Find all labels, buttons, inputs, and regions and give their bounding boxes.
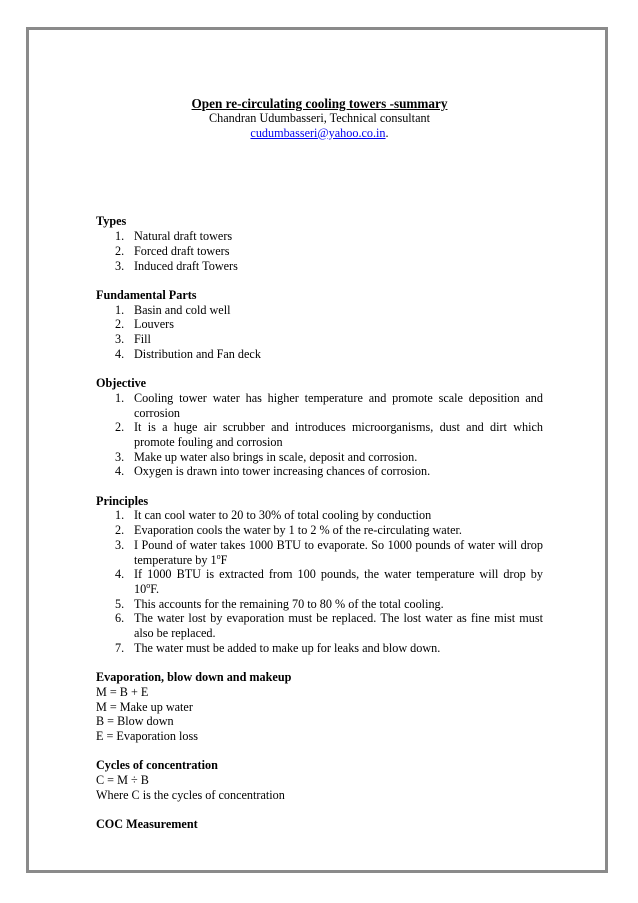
section-types <box>96 214 543 273</box>
list-item: 3. Make up water also brings in scale, deposit and corrosion. <box>115 449 418 464</box>
section-heading-evaporation: Evaporation, blow down and makeup <box>96 670 292 685</box>
list-item: 4. Oxygen is drawn into tower increasing chances of corrosion. <box>115 464 431 479</box>
section-heading-principles: Principles <box>96 493 149 508</box>
author-line: Chandran Udumbasseri, Technical consultant <box>209 111 430 125</box>
list-item: 3. Induced draft Towers <box>115 258 238 273</box>
list-item: 2. Louvers <box>115 317 174 332</box>
list-item: 4. If 1000 BTU is extracted from 100 pounds, the water temperature will drop by 10$^o$F. <box>115 567 543 596</box>
document-body <box>96 96 543 847</box>
section-evaporation <box>96 670 543 744</box>
objective-list <box>96 391 543 479</box>
formula-line: C = M ÷ B <box>96 773 149 788</box>
principles-list <box>96 508 543 655</box>
section-heading-coc: COC Measurement <box>96 817 198 832</box>
section-cycles <box>96 758 543 802</box>
email-link[interactable]: cudumbasseri@yahoo.co.in <box>250 125 386 140</box>
fundamental-parts-list <box>96 303 543 362</box>
list-item: 1. Cooling tower water has higher temperature and promote scale deposition and corrosion <box>115 390 543 420</box>
list-item: 1. Basin and cold well <box>115 302 231 317</box>
section-heading-fundamental-parts: Fundamental Parts <box>96 287 197 302</box>
list-item: 6. The water lost by evaporation must be replaced. The lost water as fine mist must also be replaced. <box>115 611 543 641</box>
email-line <box>96 126 543 141</box>
list-item: 4. Distribution and Fan deck <box>115 346 261 361</box>
section-principles <box>96 494 543 656</box>
list-item: 2. It is a huge air scrubber and introduces microorganisms, dust and dirt which promote fouling and corrosion <box>115 420 543 449</box>
document-title: Open re-circulating cooling towers -summary <box>191 96 448 111</box>
section-heading-cycles: Cycles of concentration <box>96 758 218 773</box>
list-item: 2. Evaporation cools the water by 1 to 2 % of the re-circulating water. <box>115 523 462 538</box>
list-item: 5. This accounts for the remaining 70 to 80 % of the total cooling. <box>115 596 444 611</box>
section-heading-objective: Objective <box>96 376 147 391</box>
section-heading-types: Types <box>96 214 127 229</box>
definition-line: M = Make up water <box>96 699 193 714</box>
list-item: 3. I Pound of water takes 1000 BTU to evaporate. So 1000 pounds of water will drop temperature by 1$^o$F <box>115 537 543 567</box>
header-spacer <box>96 140 543 214</box>
section-coc <box>96 817 543 832</box>
section-fundamental-parts <box>96 288 543 362</box>
section-objective <box>96 376 543 479</box>
email-suffix: . <box>385 125 389 140</box>
definition-line: Where C is the cycles of concentration <box>96 787 285 802</box>
list-item: 1. Natural draft towers <box>115 229 233 244</box>
definition-line: B = Blow down <box>96 714 174 729</box>
types-list <box>96 229 543 273</box>
definition-line: E = Evaporation loss <box>96 728 198 743</box>
list-item: 2. Forced draft towers <box>115 243 230 258</box>
list-item: 3. Fill <box>115 332 151 347</box>
list-item: 1. It can cool water to 20 to 30% of total cooling by conduction <box>115 508 432 523</box>
formula-line: M = B + E <box>96 684 149 699</box>
list-item: 7. The water must be added to make up for leaks and blow down. <box>115 640 441 655</box>
